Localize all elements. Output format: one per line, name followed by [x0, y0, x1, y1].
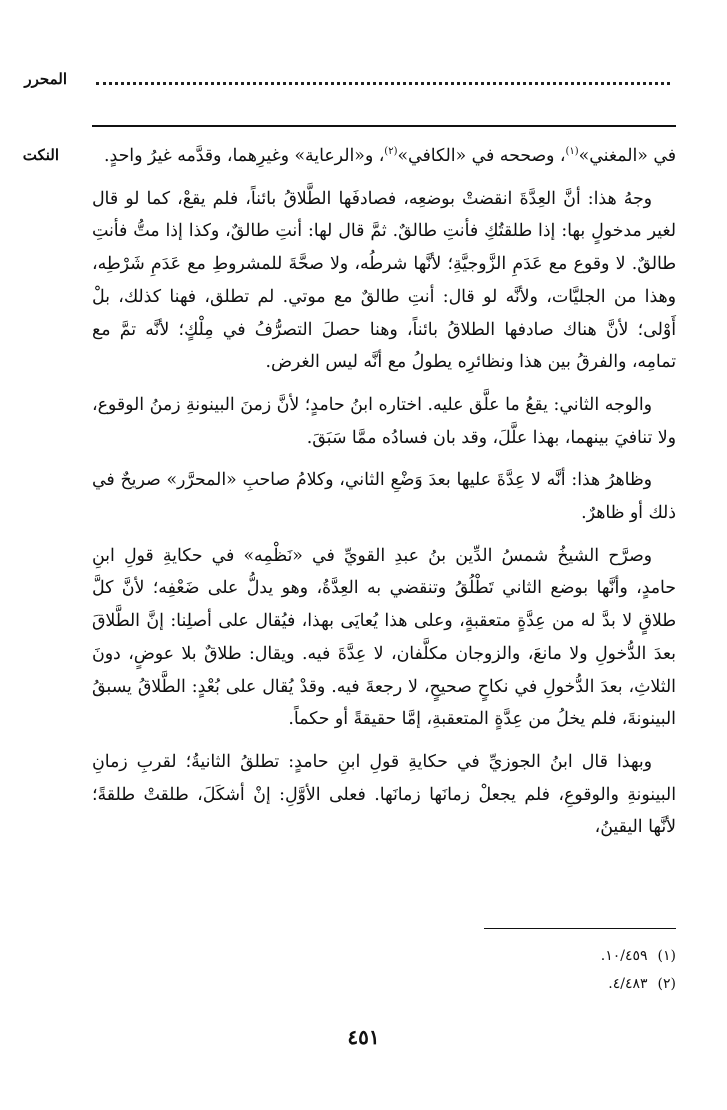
footnote-2: [376, 970, 676, 998]
footnote-text: ١٠/٤٥٩.: [600, 948, 648, 964]
paragraph-4: وظاهرُ هذا: أنَّه لا عِدَّةَ عليها بعدَ وَضْعِ الثاني، وكلامُ صاحبِ «المحرَّر» صريحٌ في ذلك أو ظاهرٌ.: [92, 470, 676, 524]
side-section-label: النكت: [22, 146, 59, 164]
footnote-number: (١): [657, 948, 676, 964]
paragraph-6: وبهذا قال ابنُ الجوزيِّ في حكايةِ قولِ ابنِ حامدٍ: تطلقُ الثانيةُ؛ لقربِ زمانِ البينونةِ والوقوعِ، فلم يجعلْ زمانَها زمانَها. فعلى الأوَّلِ: إنْ أشكَلَ، طلقتْ طلقةً؛ لأنَّها اليقينُ،: [92, 751, 676, 838]
footnote-ref-1: (١): [565, 146, 579, 158]
footnote-rule: [484, 928, 676, 929]
header-rule: [92, 125, 676, 127]
footnote-1: [376, 942, 676, 970]
footnote-text: ٤/٤٨٣.: [608, 976, 648, 992]
paragraph-1: [92, 140, 676, 173]
running-header: المحرر: [24, 70, 67, 88]
page-number: ٤٥١: [347, 1025, 380, 1049]
p1-text-c: ، و«الرعاية» وغيرِهما، وقدَّمه غيرُ واحدٍ.: [104, 146, 385, 166]
header-dotted-line: [96, 82, 670, 85]
p1-text-a: في «المغني»: [578, 146, 676, 166]
p1-text-b: ، وصححه في «الكافي»: [397, 146, 566, 166]
paragraph-3: والوجه الثاني: يقعُ ما علَّق عليه. اختاره ابنُ حامدٍ؛ لأنَّ زمنَ البينونةِ زمنُ الوقوع، ولا تنافيَ بينهما، بهذا علَّلَ، وقد بان فسادُه ممَّا سَبَقَ.: [92, 394, 676, 448]
paragraph-5: وصرَّح الشيخُ شمسُ الدِّين بنُ عبدِ القويِّ في «نَظْمِه» في حكايةِ قولِ ابنِ حامدٍ، وأنَّها بوضع الثاني تَطْلُقُ وتنقضي به العِدَّةُ، وهو يدلُّ على ضَعْفِه؛ لأنَّ كلَّ طلاقٍ لا بدَّ له من عِدَّةٍ متعقبةٍ، وعلى هذا يُعايَى بهذا، فيُقال على أصلِنا: إنَّ الطَّلاقَ بعدَ الدُّخولِ ولا مانعَ، والزوجان مكلَّفان، لا عِدَّةَ فيه. ويقال: طلاقٌ بلا عوضٍ، دونَ الثلاثِ، بعدَ الدُّخولِ في نكاحٍ صحيحٍ، لا رجعةَ فيه. وقدْ يُقال على بُعْدٍ: الطَّلاقُ يسبقُ البينونةَ، فلم يخلُ من عِدَّةٍ المتعقبةِ، إمَّا حقيقةً أو حكماً.: [92, 545, 676, 730]
footnote-ref-2: (٢): [384, 146, 398, 158]
footnotes: [376, 942, 676, 998]
footnote-number: (٢): [657, 976, 676, 992]
main-text: [92, 140, 676, 854]
paragraph-2: وجهُ هذا: أنَّ العِدَّةَ انقضتْ بوضعِه، فصادفَها الطَّلاقُ بائناً، فلم يقعْ، كما لو قال لغير مدخولٍ بها: إذا طلقتُكِ فأنتِ طالقٌ. ثمَّ قال لها: أنتِ طالقٌ، وكذا إذا متُّ فأنتِ طالقٌ. لا وقوع مع عَدَمِ الزَّوجيَّةِ؛ لأنَّها شرطُه، ولا صحَّةَ للمشروطِ مع عَدَمِ شَرْطِه، وهذا من الجليَّات، ولأنَّه لو قال: أنتِ طالقٌ مع موتي. لم تطلق، فهنا كذلك، بلْ أَوْلى؛ لأنَّ هناك صادفها الطلاقُ بائناً، وهنا حصلَ التصرُّفُ في مِلْكٍ؛ لأنَّه تمَّ مع تمامِه، والفرقُ بين هذا ونظائرِه يطولُ مع أنَّه ليس الغرض.: [92, 188, 676, 373]
